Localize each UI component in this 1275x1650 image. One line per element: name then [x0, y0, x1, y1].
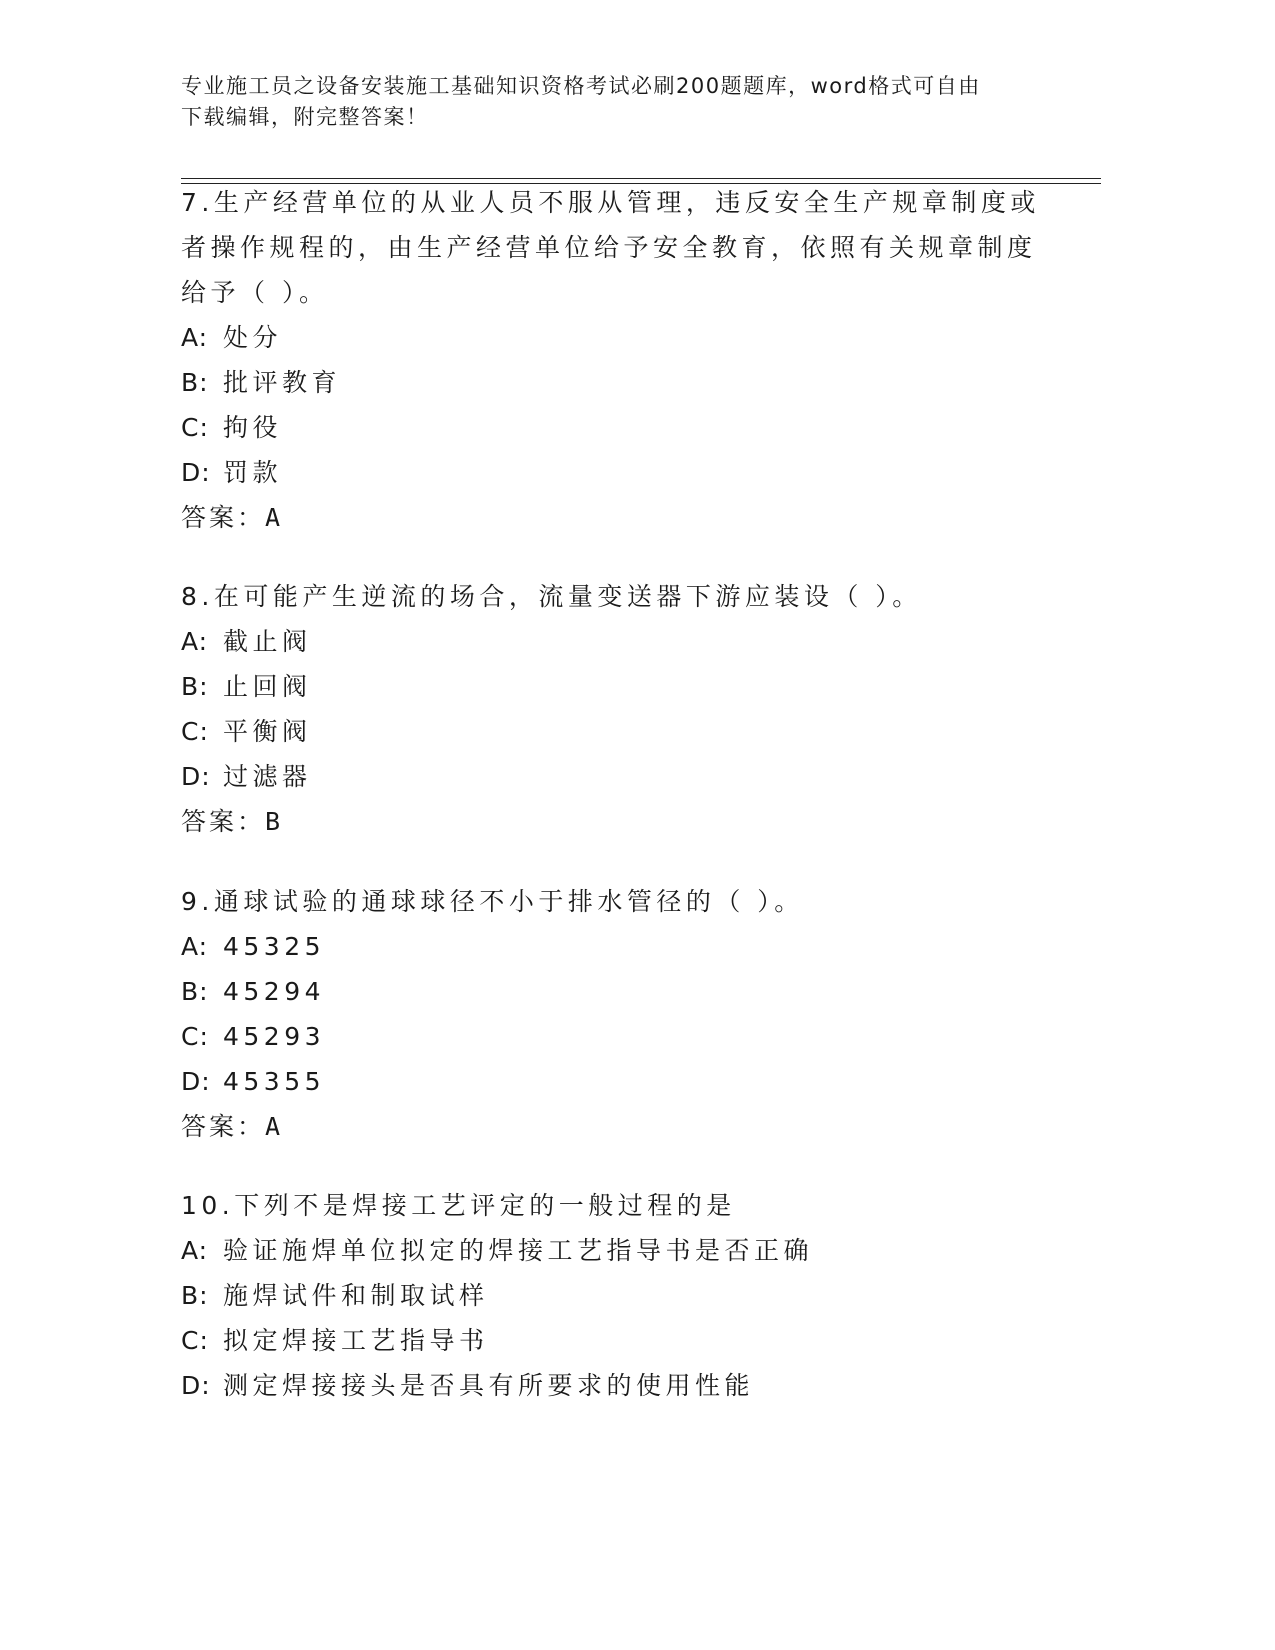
- header-divider-top: [181, 178, 1101, 179]
- question-10: [181, 1183, 1061, 1408]
- option-key: C:: [181, 1022, 209, 1051]
- option-key: A:: [181, 932, 209, 961]
- option-d: [181, 450, 1061, 495]
- question-text: 7.生产经营单位的从业人员不服从管理，违反安全生产规章制度或者操作规程的，由生产经营单位给予安全教育，依照有关规章制度给予（ ）。: [181, 188, 1040, 307]
- option-a: [181, 619, 1061, 664]
- option-text: 处分: [223, 323, 283, 352]
- option-key: B:: [181, 672, 209, 701]
- option-d: [181, 754, 1061, 799]
- question-text: 8.在可能产生逆流的场合，流量变送器下游应装设（ ）。: [181, 582, 922, 611]
- option-text: 45294: [223, 977, 326, 1006]
- option-text: 测定焊接接头是否具有所要求的使用性能: [223, 1371, 755, 1400]
- option-key: D:: [181, 1067, 211, 1096]
- option-b: [181, 360, 1061, 405]
- answer-line: [181, 495, 1061, 540]
- question-text: 10.下列不是焊接工艺评定的一般过程的是: [181, 1191, 736, 1220]
- option-text: 拟定焊接工艺指导书: [223, 1326, 489, 1355]
- option-text: 45325: [223, 932, 326, 961]
- option-a: [181, 315, 1061, 360]
- question-8: [181, 574, 1061, 844]
- option-b: [181, 969, 1061, 1014]
- option-key: C:: [181, 717, 209, 746]
- option-key: C:: [181, 1326, 209, 1355]
- option-key: C:: [181, 413, 209, 442]
- option-text: 45355: [223, 1067, 326, 1096]
- option-text: 止回阀: [223, 672, 312, 701]
- answer-label: 答案：: [181, 1112, 266, 1141]
- option-text: 过滤器: [223, 762, 312, 791]
- answer-label: 答案：: [181, 503, 266, 532]
- option-key: D:: [181, 762, 211, 791]
- option-c: [181, 709, 1061, 754]
- option-c: [181, 1318, 1061, 1363]
- option-key: B:: [181, 977, 209, 1006]
- option-key: B:: [181, 1281, 209, 1310]
- question-text: 9.通球试验的通球球径不小于排水管径的（ ）。: [181, 887, 804, 916]
- option-key: D:: [181, 458, 211, 487]
- option-text: 验证施焊单位拟定的焊接工艺指导书是否正确: [223, 1236, 814, 1265]
- option-a: [181, 924, 1061, 969]
- answer-value: B: [265, 807, 281, 836]
- option-key: A:: [181, 627, 209, 656]
- header-line-2: 下载编辑，附完整答案！: [181, 105, 429, 129]
- option-text: 批评教育: [223, 368, 342, 397]
- option-c: [181, 1014, 1061, 1059]
- option-key: A:: [181, 1236, 209, 1265]
- option-key: A:: [181, 323, 209, 352]
- answer-value: A: [265, 503, 281, 532]
- header-line-1: 专业施工员之设备安装施工基础知识资格考试必刷200题题库，word格式可自由: [181, 74, 981, 98]
- answer-label: 答案：: [181, 807, 266, 836]
- option-d: [181, 1363, 1061, 1408]
- option-b: [181, 1273, 1061, 1318]
- question-7: [181, 180, 1061, 540]
- option-b: [181, 664, 1061, 709]
- option-key: B:: [181, 368, 209, 397]
- option-text: 截止阀: [223, 627, 312, 656]
- document-header: [181, 71, 1051, 133]
- question-9: [181, 879, 1061, 1149]
- answer-line: [181, 1104, 1061, 1149]
- option-text: 罚款: [223, 458, 283, 487]
- answer-value: A: [265, 1112, 281, 1141]
- option-text: 平衡阀: [223, 717, 312, 746]
- option-text: 拘役: [223, 413, 283, 442]
- option-text: 45293: [223, 1022, 326, 1051]
- option-key: D:: [181, 1371, 211, 1400]
- option-text: 施焊试件和制取试样: [223, 1281, 489, 1310]
- option-a: [181, 1228, 1061, 1273]
- option-d: [181, 1059, 1061, 1104]
- option-c: [181, 405, 1061, 450]
- answer-line: [181, 799, 1061, 844]
